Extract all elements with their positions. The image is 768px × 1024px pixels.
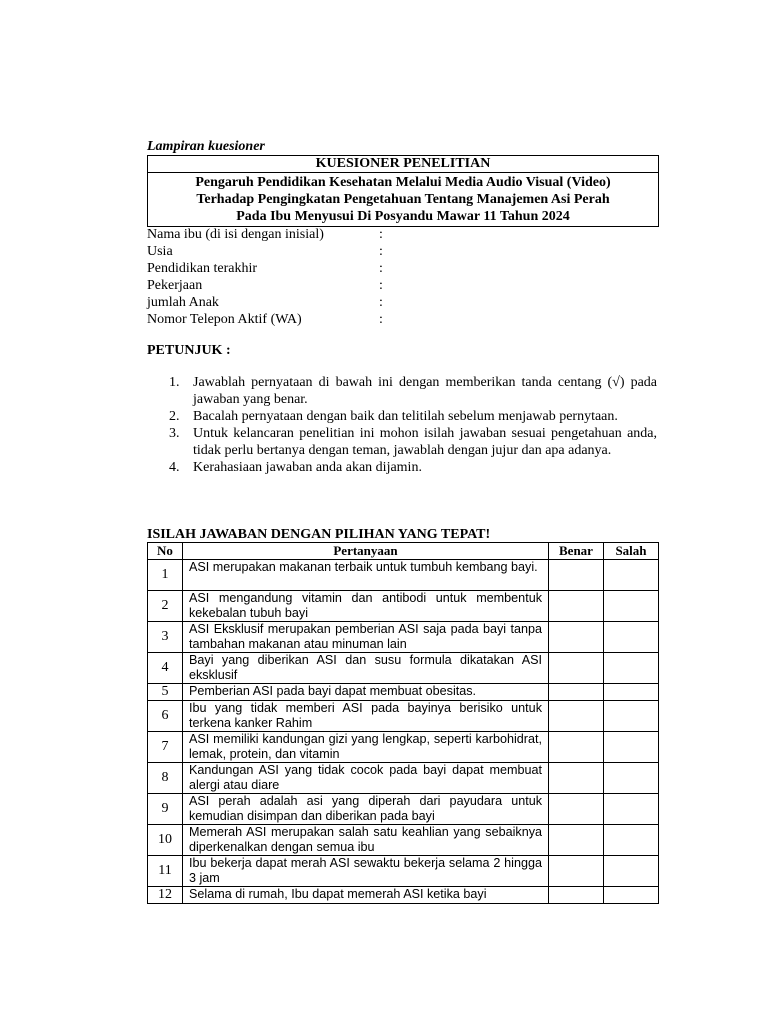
identity-label: Pekerjaan (147, 278, 203, 293)
identity-label: jumlah Anak (147, 295, 219, 310)
identity-colon: : (379, 278, 383, 293)
answer-true-cell[interactable] (549, 794, 604, 825)
answer-true-cell[interactable] (549, 684, 604, 701)
table-row (148, 825, 659, 856)
identity-colon: : (379, 244, 383, 259)
identity-label: Nomor Telepon Aktif (WA) (147, 312, 302, 327)
answer-true-cell[interactable] (549, 653, 604, 684)
table-header-row (148, 543, 659, 560)
research-title-line: Terhadap Pengingkatan Pengetahuan Tentang Manajemen Asi Perah (196, 192, 610, 207)
table-row (148, 591, 659, 622)
identity-field-education[interactable] (147, 260, 667, 277)
answer-false-cell[interactable] (604, 763, 659, 794)
question-text: ASI perah adalah asi yang diperah dari payudara untuk kemudian disimpan dan diberikan pada bayi (183, 794, 549, 825)
question-table (147, 542, 659, 904)
table-row (148, 763, 659, 794)
questionnaire-title: KUESIONER PENELITIAN (148, 156, 658, 173)
instruction-text: Bacalah pernyataan dengan baik dan telitilah sebelum menjawab pernytaan. (193, 409, 618, 424)
question-number: 7 (148, 732, 183, 763)
identity-label: Nama ibu (di isi dengan inisial) (147, 227, 324, 242)
question-number: 5 (148, 684, 183, 701)
instruction-item (147, 408, 657, 425)
instruction-item (147, 459, 657, 476)
identity-field-phone[interactable] (147, 311, 667, 328)
question-text: ASI memiliki kandungan gizi yang lengkap, seperti karbohidrat, lemak, protein, dan vitamin (183, 732, 549, 763)
question-number: 3 (148, 622, 183, 653)
question-number: 10 (148, 825, 183, 856)
identity-label: Pendidikan terakhir (147, 261, 258, 276)
identity-colon: : (379, 227, 383, 242)
answer-true-cell[interactable] (549, 701, 604, 732)
question-text: Pemberian ASI pada bayi dapat membuat obesitas. (183, 684, 549, 701)
question-text: Memerah ASI merupakan salah satu keahlian yang sebaiknya diperkenalkan dengan semua ibu (183, 825, 549, 856)
identity-colon: : (379, 295, 383, 310)
answer-true-cell[interactable] (549, 825, 604, 856)
answer-false-cell[interactable] (604, 887, 659, 904)
identity-label: Usia (147, 244, 173, 259)
answer-false-cell[interactable] (604, 622, 659, 653)
table-row (148, 701, 659, 732)
question-text: Bayi yang diberikan ASI dan susu formula dikatakan ASI eksklusif (183, 653, 549, 684)
answer-true-cell[interactable] (549, 856, 604, 887)
question-number: 4 (148, 653, 183, 684)
answer-false-cell[interactable] (604, 732, 659, 763)
answer-false-cell[interactable] (604, 856, 659, 887)
question-number: 11 (148, 856, 183, 887)
instruction-text: Jawablah pernyataan di bawah ini dengan memberikan tanda centang (√) pada jawaban yang benar. (193, 375, 657, 407)
instruction-number: 1. (169, 375, 180, 390)
table-row (148, 856, 659, 887)
answer-false-cell[interactable] (604, 794, 659, 825)
answer-true-cell[interactable] (549, 560, 604, 591)
question-text: ASI Eksklusif merupakan pemberian ASI saja pada bayi tanpa tambahan makanan atau minuman lain (183, 622, 549, 653)
answer-false-cell[interactable] (604, 825, 659, 856)
question-text: ASI mengandung vitamin dan antibodi untuk membentuk kekebalan tubuh bayi (183, 591, 549, 622)
table-row (148, 653, 659, 684)
header-no: No (148, 543, 183, 560)
identity-colon: : (379, 261, 383, 276)
table-row (148, 560, 659, 591)
header-false: Salah (604, 543, 659, 560)
table-row (148, 732, 659, 763)
question-number: 6 (148, 701, 183, 732)
answer-false-cell[interactable] (604, 591, 659, 622)
header-box (147, 155, 659, 227)
table-row (148, 794, 659, 825)
question-text-cell (183, 887, 549, 904)
research-title-line: Pada Ibu Menyusui Di Posyandu Mawar 11 Tahun 2024 (236, 209, 570, 224)
answer-section-title: ISILAH JAWABAN DENGAN PILIHAN YANG TEPAT! (147, 527, 491, 542)
identity-field-children[interactable] (147, 294, 667, 311)
header-question: Pertanyaan (183, 543, 549, 560)
question-number: 2 (148, 591, 183, 622)
table-row (148, 622, 659, 653)
answer-false-cell[interactable] (604, 701, 659, 732)
identity-field-name[interactable] (147, 226, 667, 243)
header-true: Benar (549, 543, 604, 560)
instructions-list (147, 374, 657, 476)
answer-true-cell[interactable] (549, 591, 604, 622)
question-text: Kandungan ASI yang tidak cocok pada bayi dapat membuat alergi atau diare (183, 763, 549, 794)
instruction-number: 4. (169, 460, 180, 475)
question-text: Ibu yang tidak memberi ASI pada bayinya berisiko untuk terkena kanker Rahim (183, 701, 549, 732)
answer-true-cell[interactable] (549, 887, 604, 904)
table-row (148, 684, 659, 701)
question-text: Selama di rumah, Ibu dapat memerah ASI ketika bayi (189, 887, 487, 901)
question-number: 12 (148, 887, 183, 904)
instruction-number: 2. (169, 409, 180, 424)
identity-colon: : (379, 312, 383, 327)
table-row (148, 887, 659, 904)
instructions-heading: PETUNJUK : (147, 343, 231, 358)
instruction-item (147, 425, 657, 459)
answer-false-cell[interactable] (604, 684, 659, 701)
question-number: 9 (148, 794, 183, 825)
identity-field-occupation[interactable] (147, 277, 667, 294)
answer-false-cell[interactable] (604, 560, 659, 591)
instruction-number: 3. (169, 426, 180, 441)
respondent-identity (147, 226, 667, 328)
answer-false-cell[interactable] (604, 653, 659, 684)
answer-true-cell[interactable] (549, 732, 604, 763)
answer-true-cell[interactable] (549, 763, 604, 794)
instruction-text: Untuk kelancaran penelitian ini mohon isilah jawaban sesuai pengetahuan anda, tidak perlu bertanya dengan teman, jawablah dengan jujur dan apa adanya. (193, 426, 657, 458)
research-title (148, 173, 658, 226)
instruction-text: Kerahasiaan jawaban anda akan dijamin. (193, 460, 422, 475)
instruction-item (147, 374, 657, 408)
question-number: 1 (148, 560, 183, 591)
answer-true-cell[interactable] (549, 622, 604, 653)
question-number: 8 (148, 763, 183, 794)
question-text: ASI merupakan makanan terbaik untuk tumbuh kembang bayi. (183, 560, 549, 591)
research-title-line: Pengaruh Pendidikan Kesehatan Melalui Media Audio Visual (Video) (195, 175, 611, 190)
question-text: Ibu bekerja dapat merah ASI sewaktu bekerja selama 2 hingga 3 jam (183, 856, 549, 887)
attachment-label: Lampiran kuesioner (147, 139, 265, 154)
identity-field-age[interactable] (147, 243, 667, 260)
